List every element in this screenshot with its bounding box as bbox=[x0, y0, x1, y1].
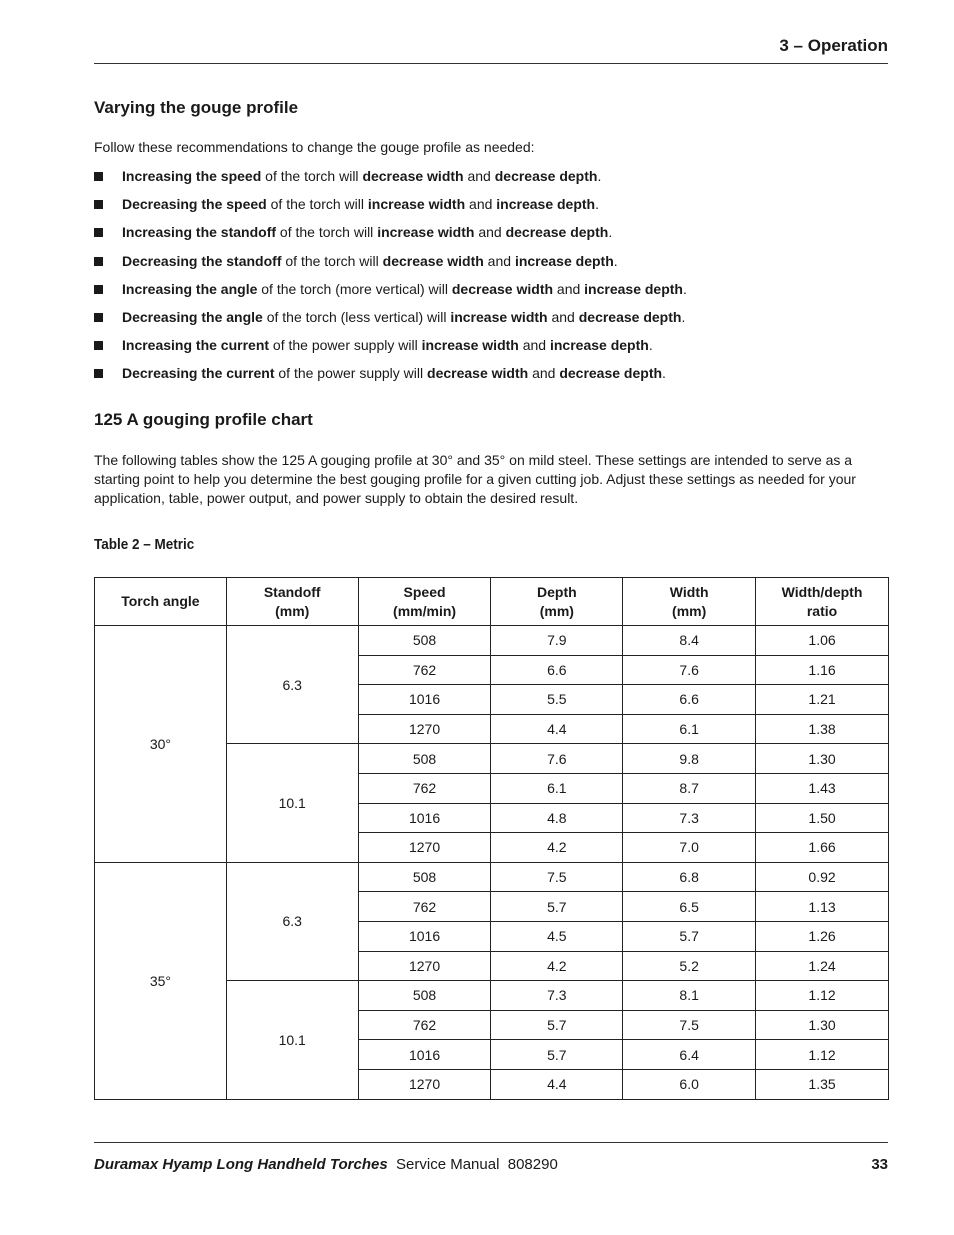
table-row bbox=[95, 862, 889, 892]
standoff-cell: 10.1 bbox=[226, 981, 358, 1099]
varying-intro: Follow these recommendations to change the gouge profile as needed: bbox=[94, 139, 535, 155]
speed-cell: 1270 bbox=[358, 1069, 491, 1099]
speed-cell: 508 bbox=[358, 626, 491, 656]
ratio-cell: 1.30 bbox=[756, 744, 889, 774]
list-item: Increasing the current of the power supply will increase width and increase depth. bbox=[94, 335, 888, 363]
speed-cell: 1016 bbox=[358, 803, 491, 833]
header-ratio: Width/depth ratio bbox=[756, 578, 889, 626]
list-item: Decreasing the current of the power supply will decrease width and decrease depth. bbox=[94, 363, 888, 391]
header-depth: Depth (mm) bbox=[491, 578, 623, 626]
square-bullet-icon bbox=[94, 200, 103, 209]
table-caption: Table 2 – Metric bbox=[94, 536, 195, 553]
depth-cell: 4.4 bbox=[491, 714, 623, 744]
list-item: Increasing the angle of the torch (more vertical) will decrease width and increase depth. bbox=[94, 279, 888, 307]
square-bullet-icon bbox=[94, 341, 103, 350]
table-row bbox=[95, 626, 889, 656]
speed-cell: 1016 bbox=[358, 921, 491, 951]
square-bullet-icon bbox=[94, 369, 103, 378]
header-divider bbox=[94, 63, 888, 64]
depth-cell: 7.9 bbox=[491, 626, 623, 656]
speed-cell: 762 bbox=[358, 655, 491, 685]
width-cell: 6.6 bbox=[623, 685, 756, 715]
depth-cell: 4.2 bbox=[491, 833, 623, 863]
ratio-cell: 1.13 bbox=[756, 892, 889, 922]
width-cell: 6.4 bbox=[623, 1040, 756, 1070]
speed-cell: 762 bbox=[358, 1010, 491, 1040]
square-bullet-icon bbox=[94, 172, 103, 181]
heading-varying-gouge-profile: Varying the gouge profile bbox=[94, 98, 299, 117]
angle-cell: 35° bbox=[95, 862, 227, 1099]
header-standoff: Standoff (mm) bbox=[226, 578, 358, 626]
depth-cell: 4.2 bbox=[491, 951, 623, 981]
speed-cell: 762 bbox=[358, 773, 491, 803]
depth-cell: 4.4 bbox=[491, 1069, 623, 1099]
heading-gouging-profile-chart: 125 A gouging profile chart bbox=[94, 410, 313, 429]
square-bullet-icon bbox=[94, 285, 103, 294]
list-item: Decreasing the speed of the torch will increase width and increase depth. bbox=[94, 194, 888, 222]
speed-cell: 1270 bbox=[358, 714, 491, 744]
depth-cell: 5.7 bbox=[491, 1040, 623, 1070]
width-cell: 6.0 bbox=[623, 1069, 756, 1099]
speed-cell: 1270 bbox=[358, 951, 491, 981]
section-header: 3 – Operation bbox=[779, 36, 888, 55]
ratio-cell: 1.12 bbox=[756, 1040, 889, 1070]
speed-cell: 762 bbox=[358, 892, 491, 922]
page-number: 33 bbox=[871, 1156, 888, 1173]
standoff-cell: 6.3 bbox=[226, 626, 358, 744]
header-speed: Speed (mm/min) bbox=[358, 578, 491, 626]
ratio-cell: 1.06 bbox=[756, 626, 889, 656]
ratio-cell: 1.16 bbox=[756, 655, 889, 685]
square-bullet-icon bbox=[94, 228, 103, 237]
width-cell: 7.5 bbox=[623, 1010, 756, 1040]
width-cell: 6.1 bbox=[623, 714, 756, 744]
footer-doc-info: Service Manual 808290 bbox=[396, 1156, 558, 1173]
ratio-cell: 1.26 bbox=[756, 921, 889, 951]
recommendation-list bbox=[94, 166, 888, 392]
list-item: Increasing the speed of the torch will decrease width and decrease depth. bbox=[94, 166, 888, 194]
width-cell: 8.7 bbox=[623, 773, 756, 803]
ratio-cell: 1.50 bbox=[756, 803, 889, 833]
depth-cell: 4.8 bbox=[491, 803, 623, 833]
ratio-cell: 1.35 bbox=[756, 1069, 889, 1099]
depth-cell: 7.5 bbox=[491, 862, 623, 892]
width-cell: 8.1 bbox=[623, 981, 756, 1011]
width-cell: 7.6 bbox=[623, 655, 756, 685]
depth-cell: 5.5 bbox=[491, 685, 623, 715]
width-cell: 5.7 bbox=[623, 921, 756, 951]
speed-cell: 1016 bbox=[358, 1040, 491, 1070]
angle-cell: 30° bbox=[95, 626, 227, 863]
standoff-cell: 6.3 bbox=[226, 862, 358, 980]
depth-cell: 7.6 bbox=[491, 744, 623, 774]
square-bullet-icon bbox=[94, 257, 103, 266]
ratio-cell: 1.21 bbox=[756, 685, 889, 715]
chart-intro: The following tables show the 125 A gouging profile at 30° and 35° on mild steel. These settings are intended to serve as a starting point to help you determine the best gouging profile for a given cutting job. Adjust these settings as needed for your application, table, power output, and power supply to obtain the desired result. bbox=[94, 452, 856, 506]
depth-cell: 6.1 bbox=[491, 773, 623, 803]
width-cell: 9.8 bbox=[623, 744, 756, 774]
width-cell: 7.3 bbox=[623, 803, 756, 833]
ratio-cell: 1.30 bbox=[756, 1010, 889, 1040]
ratio-cell: 1.24 bbox=[756, 951, 889, 981]
header-torch-angle: Torch angle bbox=[95, 578, 227, 626]
width-cell: 5.2 bbox=[623, 951, 756, 981]
table-header-row bbox=[95, 578, 889, 626]
list-item: Decreasing the standoff of the torch will decrease width and increase depth. bbox=[94, 251, 888, 279]
depth-cell: 4.5 bbox=[491, 921, 623, 951]
footer-divider bbox=[94, 1142, 888, 1143]
speed-cell: 508 bbox=[358, 862, 491, 892]
ratio-cell: 1.38 bbox=[756, 714, 889, 744]
metric-table bbox=[94, 577, 889, 1100]
ratio-cell: 1.43 bbox=[756, 773, 889, 803]
speed-cell: 508 bbox=[358, 744, 491, 774]
standoff-cell: 10.1 bbox=[226, 744, 358, 862]
footer-product-name: Duramax Hyamp Long Handheld Torches bbox=[94, 1156, 388, 1173]
list-item: Increasing the standoff of the torch will increase width and decrease depth. bbox=[94, 222, 888, 250]
footer-title bbox=[94, 1156, 558, 1173]
ratio-cell: 0.92 bbox=[756, 862, 889, 892]
depth-cell: 5.7 bbox=[491, 1010, 623, 1040]
depth-cell: 7.3 bbox=[491, 981, 623, 1011]
width-cell: 7.0 bbox=[623, 833, 756, 863]
width-cell: 6.5 bbox=[623, 892, 756, 922]
depth-cell: 5.7 bbox=[491, 892, 623, 922]
header-width: Width (mm) bbox=[623, 578, 756, 626]
depth-cell: 6.6 bbox=[491, 655, 623, 685]
speed-cell: 1270 bbox=[358, 833, 491, 863]
square-bullet-icon bbox=[94, 313, 103, 322]
speed-cell: 1016 bbox=[358, 685, 491, 715]
list-item: Decreasing the angle of the torch (less vertical) will increase width and decrease depth. bbox=[94, 307, 888, 335]
width-cell: 6.8 bbox=[623, 862, 756, 892]
ratio-cell: 1.12 bbox=[756, 981, 889, 1011]
width-cell: 8.4 bbox=[623, 626, 756, 656]
speed-cell: 508 bbox=[358, 981, 491, 1011]
ratio-cell: 1.66 bbox=[756, 833, 889, 863]
